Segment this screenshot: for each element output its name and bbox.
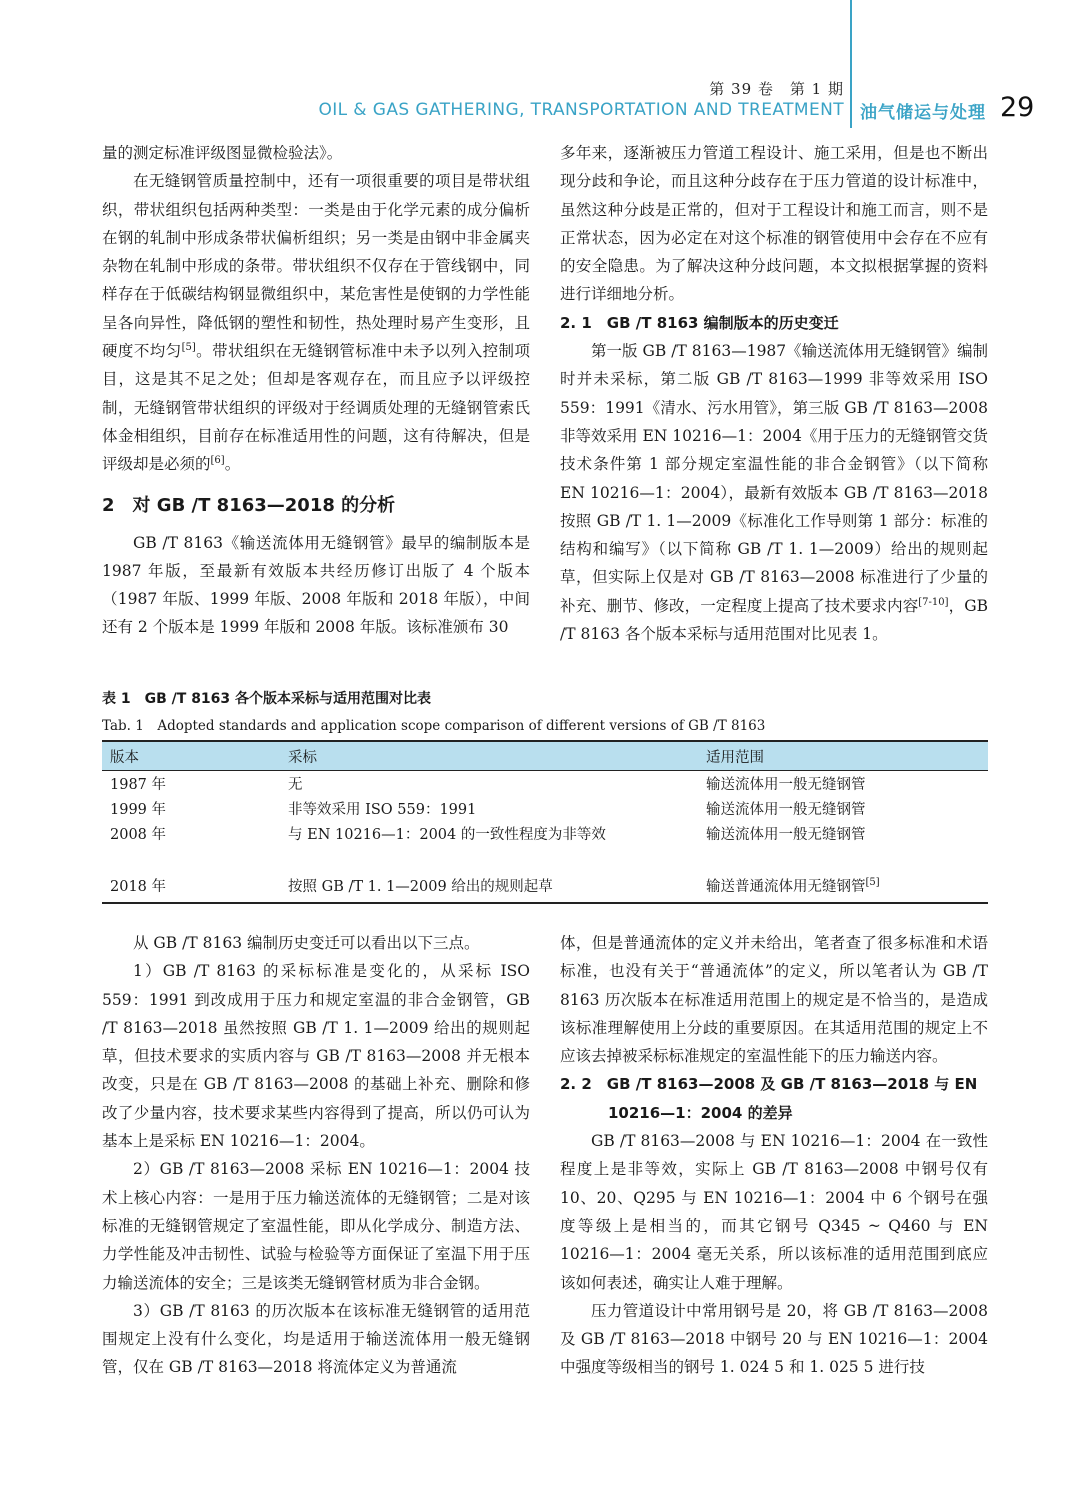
- paragraph: 压力管道设计中常用钢号是 20，将 GB /T 8163—2008 及 GB /T 8163—2018 中钢号 20 与 EN 10216—1：2004 中强度等级相当的钢号 1. 024 5 和 1. 025 5 进行技: [560, 1301, 988, 1377]
- table-cell: 与 EN 10216—1：2004 的一致性程度为非等效: [288, 827, 606, 843]
- volume-issue: 第 39 卷 第 1 期: [709, 80, 844, 98]
- paragraph-version-history: [560, 337, 988, 648]
- paragraph: GB /T 8163《输送流体用无缝钢管》最早的编制版本是 1987 年版，至最新有效版本共经历修订出版了 4 个版本（1987 年版、1999 年版、2008 年版和 2018 年版），中间还有 2 个版本是 1999 年版和 2008 年版。该标准颁布 30: [102, 533, 530, 637]
- paragraph: 3）GB /T 8163 的历次版本在该标准无缝钢管的适用范围规定上没有什么变化，均是适用于输送流体用一般无缝钢管，仅在 GB /T 8163—2018 将流体定义为普通流: [102, 1301, 530, 1377]
- paragraph: 2）GB /T 8163—2008 采标 EN 10216—1：2004 技术上核心内容：一是用于压力输送流体的无缝钢管；二是对该标准的无缝钢管规定了室温性能，即从化学成分、制造方法、力学性能及冲击韧性、试验与检验等方面保证了室温下用于压力输送流体的安全；三是该类无缝钢管材质为非合金钢。: [102, 1160, 530, 1292]
- table-cell: 2008 年: [110, 827, 167, 843]
- subsection-title: 2. 1 GB /T 8163 编制版本的历史变迁: [560, 313, 839, 332]
- table-cell: 非等效采用 ISO 559：1991: [288, 802, 477, 818]
- table-cell: 输送流体用一般无缝钢管: [706, 777, 866, 793]
- table-cell-text: 输送普通流体用无缝钢管: [706, 879, 866, 895]
- left-column-top: [102, 139, 530, 642]
- citation: [5]: [865, 877, 880, 889]
- table-cell: 1999 年: [110, 802, 167, 818]
- table-row: [102, 873, 988, 903]
- table-cell-with-citation: [698, 873, 988, 903]
- paragraph: GB /T 8163—2008 与 EN 10216—1：2004 在一致性程度上是非等效，实际上 GB /T 8163—2008 中钢号仅有 10、20、Q295 与 EN 10216—1：2004 中 6 个钢号在强度等级上是相当的，而其它钢号 Q345 ~ Q460 与 EN 10216—1：2004 毫无关系，所以该标准的适用范围到底应该如何表述，确实让人难于理解。: [560, 1132, 988, 1292]
- journal-title-cn: 油气储运与处理: [860, 103, 986, 123]
- paragraph-text: 。带状组织在无缝钢管标准中未予以列入控制项目，这是其不足之处；但却是客观存在，而且应予以评级控制，无缝钢管带状组织的评级对于经调质处理的无缝钢管索氏体金相组织，目前存在标准适用性的问题，这有待解决，但是评级却是必须的: [102, 342, 530, 474]
- table-row: [102, 821, 988, 873]
- column-header-adopted-standard: 采标: [280, 741, 698, 771]
- paragraph-text: 。: [224, 455, 241, 474]
- table-row: [102, 796, 988, 821]
- right-column-top: [560, 139, 988, 648]
- table-caption-en: Tab. 1 Adopted standards and application scope comparison of different versions of GB /T 8163: [102, 718, 766, 734]
- paragraph: 多年来，逐渐被压力管道工程设计、施工采用，但是也不断出现分歧和争论，而且这种分歧存在于压力管道的设计标准中，虽然这种分歧是正常的，但对于工程设计和施工而言，则不是正常状态，因为必定在对这个标准的钢管使用中会存在不应有的安全隐患。为了解决这种分歧问题，本文拟根据掌握的资料进行详细地分析。: [560, 144, 988, 304]
- column-header-scope: 适用范围: [698, 741, 988, 771]
- table-cell: 1987 年: [110, 777, 167, 793]
- paragraph: 体，但是普通流体的定义并未给出，笔者查了很多标准和术语标准，也没有关于“普通流体”的定义，所以笔者认为 GB /T 8163 历次版本在标准适用范围上的规定是不恰当的，是造成该标准理解使用上分歧的重要原因。在其适用范围的规定上不应该去掉被采标标准规定的室温性能下的压力输送内容。: [560, 934, 988, 1066]
- left-column-bottom: [102, 929, 530, 1382]
- header-divider: [850, 0, 852, 128]
- paragraph-banded-structure: [102, 167, 530, 478]
- table-cell: 2018 年: [102, 873, 280, 903]
- table-cell: 输送流体用一般无缝钢管: [706, 802, 866, 818]
- section-title: 2 对 GB /T 8163—2018 的分析: [102, 494, 396, 516]
- table-cell: 无: [288, 777, 303, 793]
- table-cell: 按照 GB /T 1. 1—2009 给出的规则起草: [280, 873, 698, 903]
- paragraph: 量的测定标准评级图显微检验法》。: [102, 144, 343, 162]
- comparison-table: [102, 740, 988, 904]
- citation: [5]: [181, 341, 196, 353]
- paragraph: 1）GB /T 8163 的采标标准是变化的，从采标 ISO 559：1991 到改成用于压力和规定室温的非合金钢管，GB /T 8163—2018 虽然按照 GB /T 1. 1—2009 给出的规则起草，但技术要求的实质内容与 GB /T 8163—2008 并无根本改变，只是在 GB /T 8163—2008 的基础上补充、删除和修改了少量内容，技术要求某些内容得到了提高，所以仍可认为基本上是采标 EN 10216—1：2004。: [102, 962, 530, 1151]
- citation: [7-10]: [918, 596, 949, 608]
- page-number: 29: [1000, 92, 1035, 123]
- column-header-version: 版本: [102, 741, 280, 771]
- table-header-row: [102, 741, 988, 771]
- subsection-title-continued: 10216—1：2004 的差异: [608, 1103, 793, 1122]
- paragraph-text: 在无缝钢管质量控制中，还有一项很重要的项目是带状组织，带状组织包括两种类型：一类是由于化学元素的成分偏析在钢的轧制中形成条带状偏析组织；另一类是由钢中非金属夹杂物在轧制中形成的条带。带状组织不仅存在于管线钢中，同样存在于低碳结构钢显微组织中，某危害性是使钢的力学性能呈各向异性，降低钢的塑性和韧性，热处理时易产生变形，且硬度不均匀: [102, 172, 530, 361]
- journal-title-en: OIL & GAS GATHERING, TRANSPORTATION AND TREATMENT: [318, 100, 844, 120]
- table-cell: 输送流体用一般无缝钢管: [706, 827, 866, 843]
- subsection-title: 2. 2 GB /T 8163—2008 及 GB /T 8163—2018 与 EN: [560, 1075, 978, 1094]
- paragraph-text: ，GB /T 8163 各个版本采标与适用范围对比见表 1。: [560, 596, 988, 644]
- paragraph: 从 GB /T 8163 编制历史变迁可以看出以下三点。: [133, 934, 480, 952]
- table-caption-cn: 表 1 GB /T 8163 各个版本采标与适用范围对比表: [102, 691, 432, 707]
- table-row: [102, 771, 988, 797]
- citation: [6]: [210, 455, 225, 467]
- right-column-bottom: [560, 929, 988, 1382]
- paragraph-text: 第一版 GB /T 8163—1987《输送流体用无缝钢管》编制时并未采标，第二版 GB /T 8163—1999 非等效采用 ISO 559：1991《清水、污水用管》，第三版 GB /T 8163—2008 非等效采用 EN 10216—1：2004《用于压力的无缝钢管交货技术条件第 1 部分规定室温性能的非合金钢管》（以下简称 EN 10216—1：2004），最新有效版本 GB /T 8163—2018 按照 GB /T 1. 1—2009《标准化工作导则第 1 部分：标准的结构和编写》（以下简称 GB /T 1. 1—2009）给出的规则起草，但实际上仅是对 GB /T 8163—2008 标准进行了少量的补充、删节、修改，一定程度上提高了技术要求内容: [560, 342, 988, 615]
